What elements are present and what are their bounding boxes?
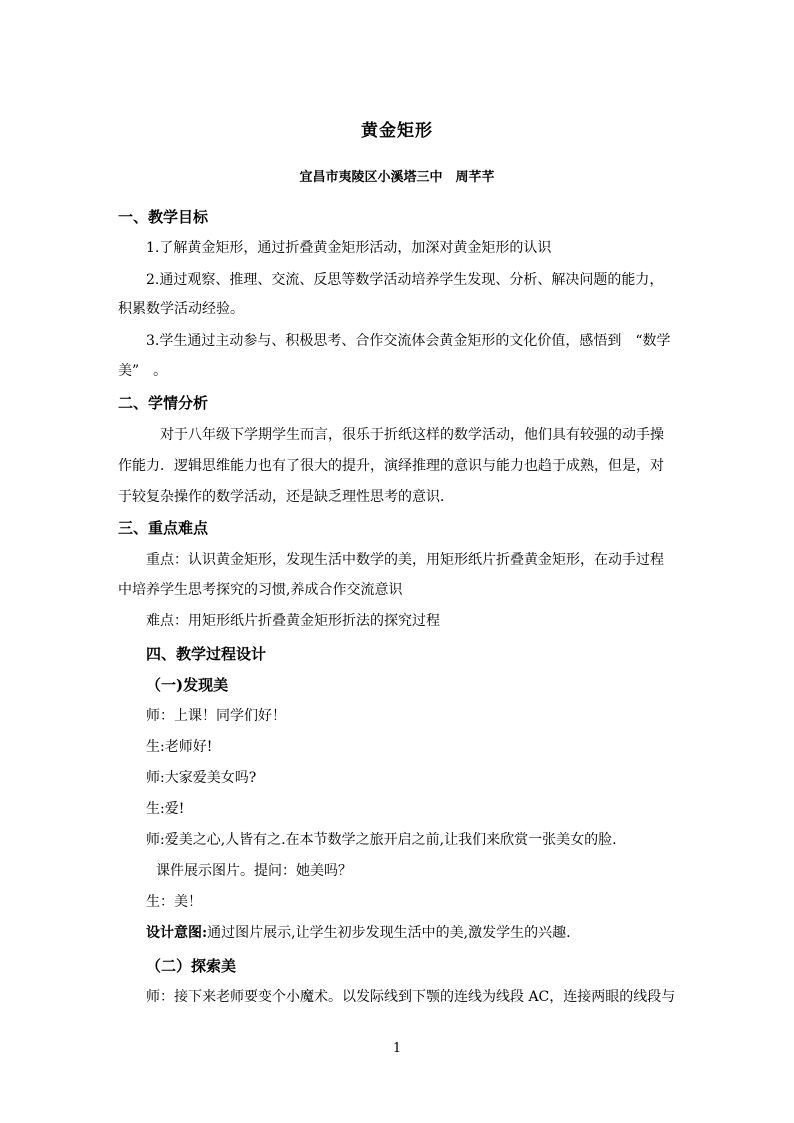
design-intent-text: 通过图片展示,让学生初步发现生活中的美,激发学生的兴趣. [207,925,571,941]
analysis-line-2: 作能力．逻辑思维能力也有了很大的提升，演绎推理的意识与能力也趋于成熟，但是，对 [118,458,664,474]
goal-item-3: 3.学生通过主动参与、积极思考、合作交流体会黄金矩形的文化价值，感悟到 “数学 [146,333,671,349]
page-number: 1 [392,1041,402,1056]
dialogue-line-7: 生：美！ [146,894,202,910]
subsection-heading-discover: （一)发现美 [146,676,229,694]
section-heading-process: 四、教学过程设计 [146,645,267,663]
dialogue-line-1: 师：上课！同学们好！ [146,708,286,724]
goal-item-2: 2.通过观察、推理、交流、反思等数学活动培养学生发现、分析、解决问题的能力， [146,272,664,288]
explore-line-1: 师：接下来老师要变个小魔术。以发际线到下颚的连线为线段 AC，连接两眼的线段与 [146,989,676,1005]
keypoint-line-1: 重点：认识黄金矩形，发现生活中数学的美，用矩形纸片折叠黄金矩形，在动手过程 [146,552,664,568]
dialogue-line-5: 师:爱美之心,人皆有之.在本节数学之旅开启之前,让我们来欣赏一张美女的脸. [146,832,617,848]
keypoint-line-2: 中培养学生思考探究的习惯,养成合作交流意识 [118,582,403,598]
design-intent-label: 设计意图: [146,925,208,941]
difficulty-line: 难点：用矩形纸片折叠黄金矩形折法的探究过程 [146,613,440,629]
section-heading-keypoints: 三、重点难点 [118,519,209,537]
analysis-line-1: 对于八年级下学期学生而言，很乐于折纸这样的数学活动，他们具有较强的动手操 [160,427,664,443]
dialogue-line-3: 师:大家爱美女吗? [146,770,257,786]
goal-item-1: 1.了解黄金矩形，通过折叠黄金矩形活动，加深对黄金矩形的认识 [146,240,552,256]
document-title: 黄金矩形 [361,121,433,141]
dialogue-line-6: 课件展示图片。提问：她美吗？ [156,863,352,879]
author-line: 宜昌市夷陵区小溪塔三中 周芊芊 [299,170,495,185]
goal-item-3-cont: 美” 。 [118,363,168,379]
subsection-heading-explore: （二）探索美 [146,957,237,975]
goal-item-2-cont: 积累数学活动经验。 [118,301,244,317]
dialogue-line-4: 生:爱! [146,801,185,817]
dialogue-line-2: 生:老师好! [146,739,213,755]
section-heading-analysis: 二、学情分析 [118,394,209,412]
analysis-line-3: 于较复杂操作的数学活动，还是缺乏理性思考的意识． [118,489,454,505]
section-heading-goals: 一、教学目标 [118,208,209,226]
design-intent-line [146,923,706,943]
